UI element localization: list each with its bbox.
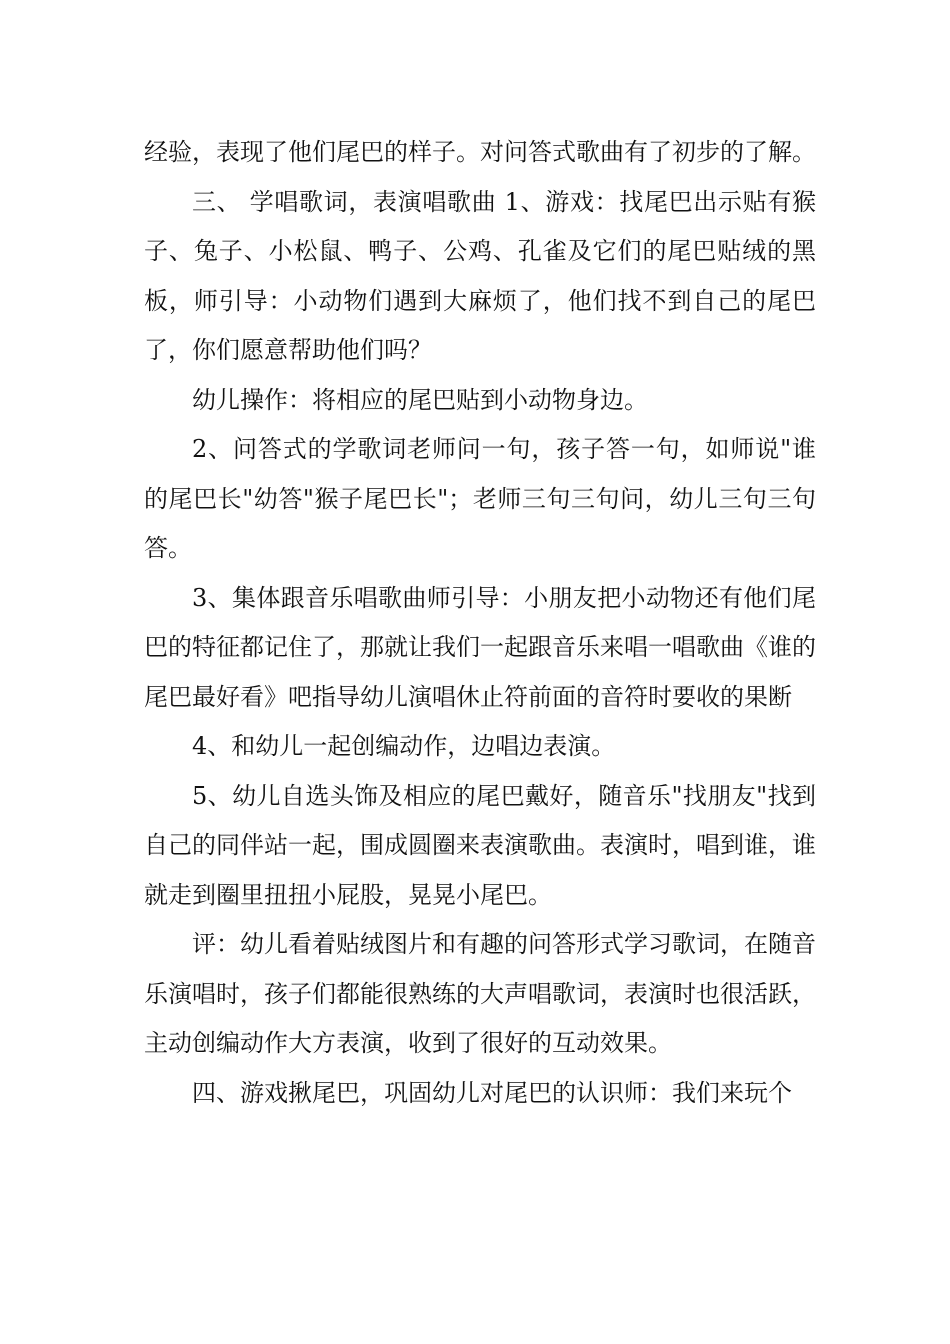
paragraph-section-four: 四、游戏揪尾巴，巩固幼儿对尾巴的认识师：我们来玩个 — [192, 1078, 792, 1107]
paragraph-child-operation: 幼儿操作：将相应的尾巴贴到小动物身边。 — [192, 385, 648, 414]
paragraph-comment: 评：幼儿看着贴绒图片和有趣的问答形式学习歌词，在随音乐演唱时，孩子们都能很熟练的大声唱歌词，表演时也很活跃，主动创编动作大方表演，收到了很好的互动效果。 — [144, 930, 816, 1057]
paragraph-step-2: 2、问答式的学歌词老师问一句，孩子答一句，如师说"谁的尾巴长"幼答"猴子尾巴长"；老师三句三句问，幼儿三句三句答。 — [144, 435, 816, 562]
paragraph-step-3: 3、集体跟音乐唱歌曲师引导：小朋友把小动物还有他们尾巴的特征都记住了，那就让我们一起跟音乐来唱一唱歌曲《谁的尾巴最好看》吧指导幼儿演唱休止符前面的音符时要收的果断 — [144, 583, 816, 711]
paragraph-step-5: 5、幼儿自选头饰及相应的尾巴戴好，随音乐"找朋友"找到自己的同伴站一起，围成圆圈来表演歌曲。表演时，唱到谁，谁就走到圈里扭扭小屁股，晃晃小尾巴。 — [144, 781, 816, 909]
paragraph-step-4: 4、和幼儿一起创编动作，边唱边表演。 — [192, 732, 616, 760]
document-page — [144, 128, 816, 1118]
paragraph-section-three: 三、 学唱歌词，表演唱歌曲 1、游戏：找尾巴出示贴有猴子、兔子、小松鼠、鸭子、公鸡、孔雀及它们的尾巴贴绒的黑板，师引导：小动物们遇到大麻烦了，他们找不到自己的尾巴了，你们愿意帮助他们吗？ — [144, 187, 816, 364]
paragraph-continuation: 经验，表现了他们尾巴的样子。对问答式歌曲有了初步的了解。 — [144, 138, 816, 166]
